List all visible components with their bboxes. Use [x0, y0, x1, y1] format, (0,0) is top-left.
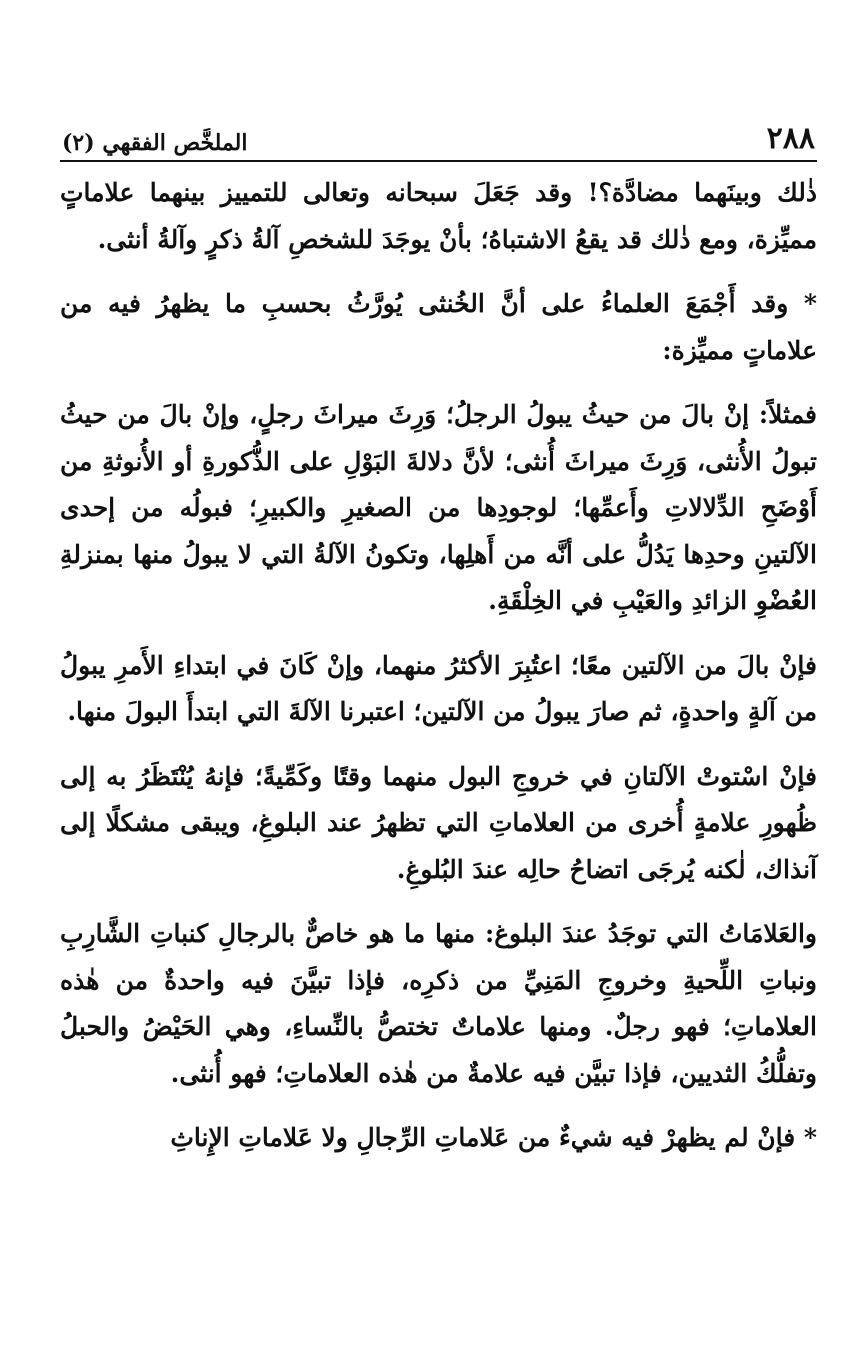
page-number: ٢٨٨ — [766, 121, 815, 156]
page-body — [60, 170, 817, 1162]
paragraph-5: فإنْ اسْتوتْ الآلتانِ في خروجِ البول منهما وقتًا وكَمِّيةً؛ فإنهُ يُنْتَظَرُ به إلى ظُهورِ علامةٍ أُخرى من العلاماتِ التي تظهرُ عند البلوغِ، ويبقى مشكلًا إلى آنذاك، لٰكنه يُرجَى اتضاحُ حالِه عندَ البُلوغِ. — [60, 761, 817, 884]
paragraph-3: فمثلاً: إنْ بالَ من حيثُ يبولُ الرجلُ؛ وَرِثَ ميراثَ رجلٍ، وإنْ بالَ من حيثُ تبولُ الأُنثى، وَرِثَ ميراثَ أُنثى؛ لأنَّ دلالةَ البَوْلِ على الذُّكورةِ أو الأُنوثةِ من أَوْضَحِ الدِّلالاتِ وأَعمِّها؛ لوجودِها من الصغيرِ والكبيرِ؛ فبولُه من إحدى الآلتينِ وحدِها يَدُلُّ على أنَّه من أَهلِها، وتكونُ الآلةُ التي لا يبولُ منها بمنزلةِ العُضْوِ الزائدِ والعَيْبِ في الخِلْقَةِ. — [60, 400, 817, 615]
paragraph-1: ذٰلك وبينَهما مضادَّة؟! وقد جَعَلَ سبحانه وتعالى للتمييز بينهما علاماتٍ مميِّزة، ومع ذٰلك قد يقعُ الاشتباهُ؛ بأنْ يوجَدَ للشخصِ آلةُ ذكرٍ وآلةُ أنثى. — [60, 178, 817, 254]
paragraph-4: فإنْ بالَ من الآلتين معًا؛ اعتُبِرَ الأكثرُ منهما، وإنْ كَانَ في ابتداءِ الأَمرِ يبولُ من آلةٍ واحدةٍ، ثم صارَ يبولُ من الآلتين؛ اعتبرنا الآلةَ التي ابتدأَ البولَ منها. — [60, 650, 817, 726]
running-title: الملخَّص الفقهي (٢) — [62, 130, 248, 156]
paragraph-6: والعَلامَاتُ التي توجَدُ عندَ البلوغ: منها ما هو خاصٌّ بالرجالِ كنباتِ الشَّارِبِ ونباتِ اللِّحيةِ وخروجِ المَنِيِّ من ذكرِه، فإذا تبيَّنَ فيه واحدةٌ من هٰذه العلاماتِ؛ فهو رجلٌ. ومنها علاماتٌ تختصُّ بالنِّساءِ، وهي الحَيْضُ والحبلُ وتفلُّكُ الثديين، فإذا تبيَّن فيه علامةٌ من هٰذه العلاماتِ؛ فهو أُنثى. — [60, 919, 817, 1088]
book-page — [60, 110, 817, 1162]
page-header — [60, 110, 817, 162]
paragraph-7: * فإنْ لم يظهرْ فيه شيءٌ من عَلاماتِ الرِّجالِ ولا عَلاماتِ الإِناثِ — [170, 1123, 817, 1152]
paragraph-2: * وقد أَجْمَعَ العلماءُ على أنَّ الخُنثى يُورَّثُ بحسبِ ما يظهرُ فيه من علاماتٍ مميِّزة: — [60, 289, 817, 365]
